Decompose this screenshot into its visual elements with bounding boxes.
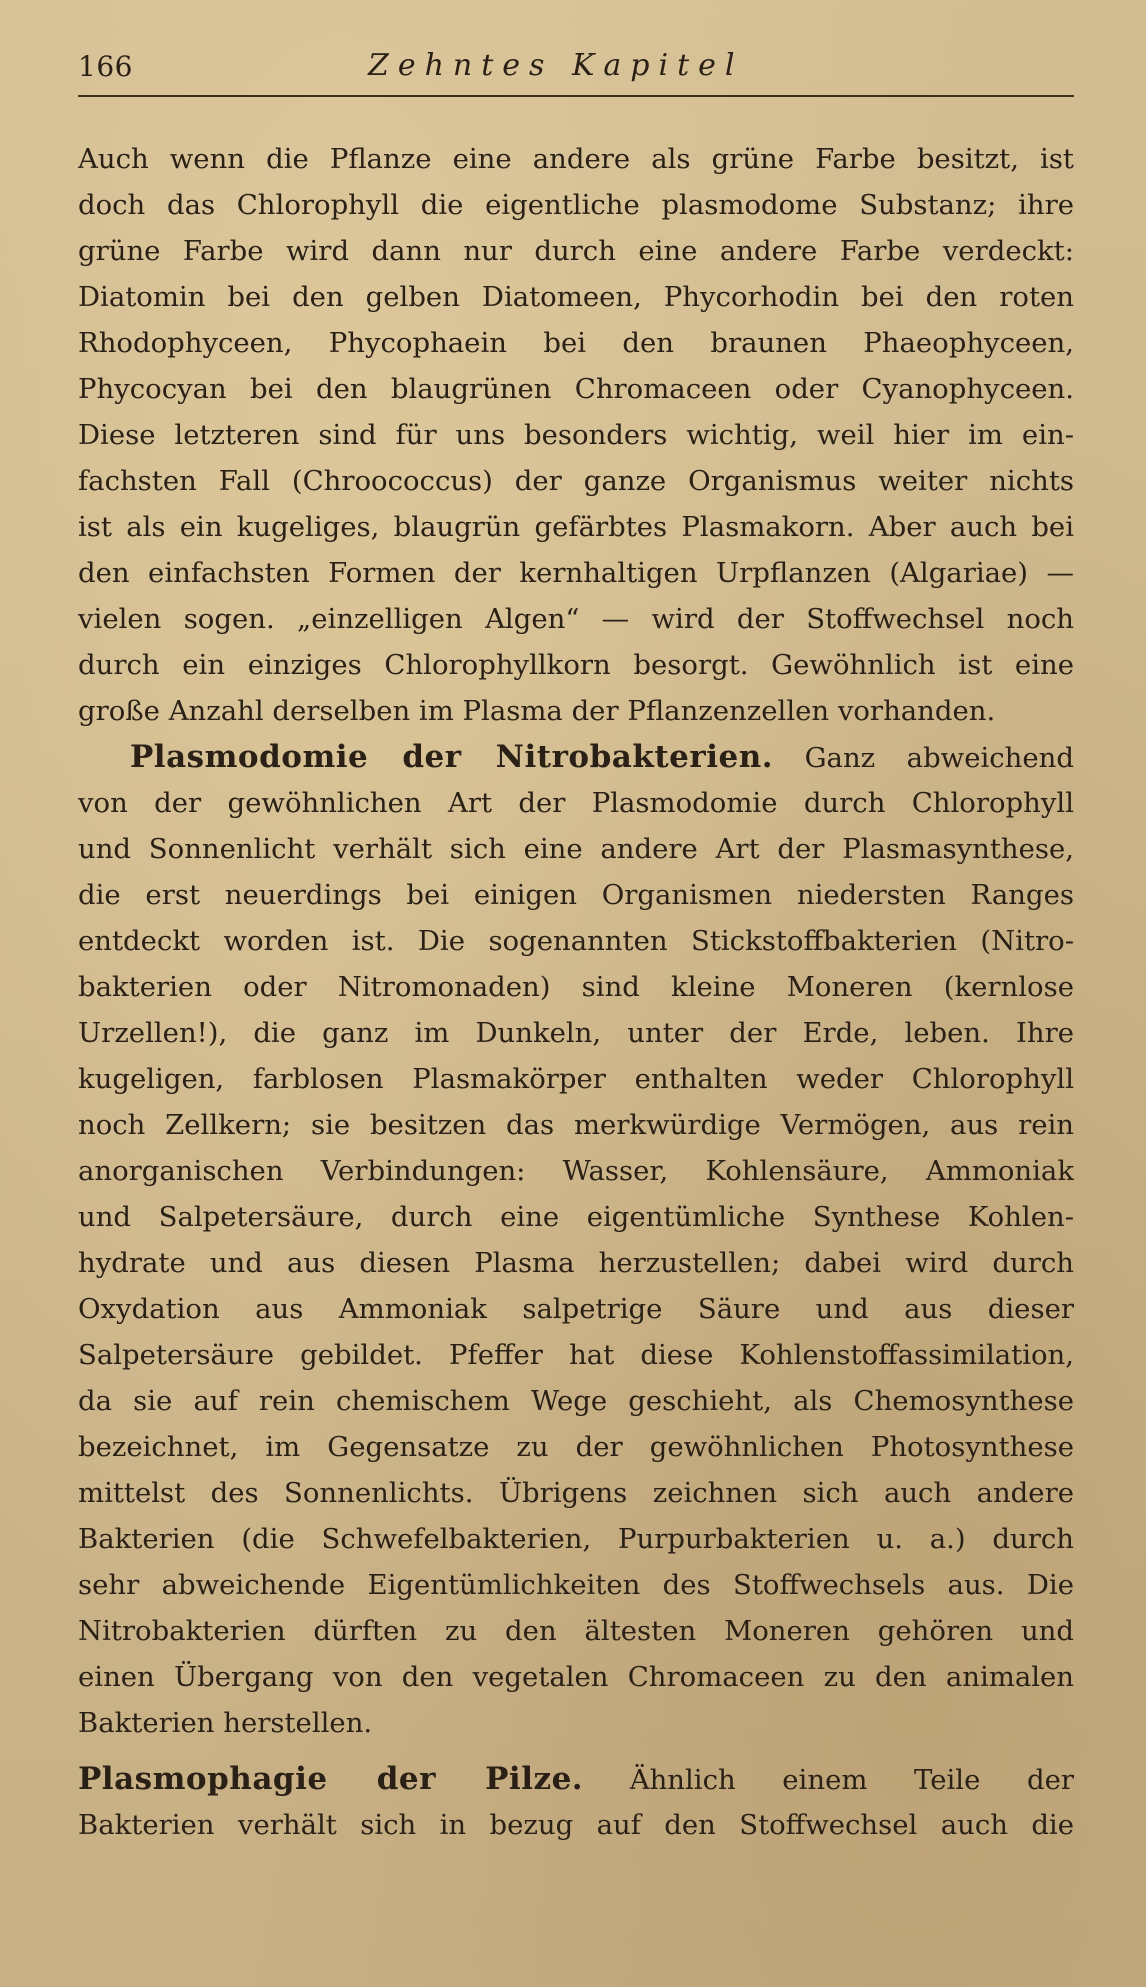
body-text xyxy=(78,136,1074,1848)
section-first-line xyxy=(78,1756,1074,1802)
text-line: Diatomin bei den gelben Diatomeen, Phycorhodin bei den roten xyxy=(78,281,1074,313)
section-gap xyxy=(78,1746,1074,1756)
heading-line-text: Ähnlich einem Teile der xyxy=(629,1764,1074,1796)
text-line: da sie auf rein chemischem Wege geschieht, als Chemosynthese xyxy=(78,1385,1074,1417)
text-line: Bakterien (die Schwefelbakterien, Purpurbakterien u. a.) durch xyxy=(78,1523,1074,1555)
text-line: Rhodophyceen, Phycophaein bei den braunen Phaeophyceen, xyxy=(78,327,1074,359)
section-pilze xyxy=(78,1756,1074,1848)
paragraph-chlorophyll xyxy=(78,136,1074,734)
text-line: Oxydation aus Ammoniak salpetrige Säure und aus dieser xyxy=(78,1293,1074,1325)
text-line: bezeichnet, im Gegensatze zu der gewöhnlichen Photosynthese xyxy=(78,1431,1074,1463)
heading-line-text: Ganz abweichend xyxy=(804,742,1074,774)
section-heading: Plasmodomie der Nitrobakterien. xyxy=(130,739,774,775)
text-line: kugeligen, farblosen Plasmakörper enthalten weder Chlorophyll xyxy=(78,1063,1074,1095)
section-heading: Plasmophagie der Pilze. xyxy=(78,1761,584,1797)
text-line: Phycocyan bei den blaugrünen Chromaceen oder Cyanophyceen. xyxy=(78,373,1074,405)
text-line: Bakterien verhält sich in bezug auf den Stoffwechsel auch die xyxy=(78,1809,1074,1841)
text-line: Bakterien herstellen. xyxy=(78,1707,373,1739)
page-number: 166 xyxy=(78,50,133,83)
page-header xyxy=(78,44,1074,94)
text-line: noch Zellkern; sie besitzen das merkwürdige Vermögen, aus rein xyxy=(78,1109,1074,1141)
text-line: Nitrobakterien dürften zu den ältesten Moneren gehören und xyxy=(78,1615,1074,1647)
text-line: vielen sogen. „einzelligen Algen“ — wird der Stoffwechsel noch xyxy=(78,603,1074,635)
text-line: entdeckt worden ist. Die sogenannten Stickstoffbakterien (Nitro- xyxy=(78,925,1074,957)
text-line: doch das Chlorophyll die eigentliche plasmodome Substanz; ihre xyxy=(78,189,1074,221)
text-line: hydrate und aus diesen Plasma herzustellen; dabei wird durch xyxy=(78,1247,1074,1279)
text-line: bakterien oder Nitromonaden) sind kleine Moneren (kernlose xyxy=(78,971,1074,1003)
text-line: Diese letzteren sind für uns besonders wichtig, weil hier im ein- xyxy=(78,419,1074,451)
text-line: Salpetersäure gebildet. Pfeffer hat diese Kohlenstoffassimilation, xyxy=(78,1339,1074,1371)
text-line: Auch wenn die Pflanze eine andere als grüne Farbe besitzt, ist xyxy=(78,143,1074,175)
text-line: die erst neuerdings bei einigen Organismen niedersten Ranges xyxy=(78,879,1074,911)
text-line: sehr abweichende Eigentümlichkeiten des Stoffwechsels aus. Die xyxy=(78,1569,1074,1601)
text-line: Urzellen!), die ganz im Dunkeln, unter der Erde, leben. Ihre xyxy=(78,1017,1074,1049)
running-title: Zehntes Kapitel xyxy=(368,48,744,83)
text-line: von der gewöhnlichen Art der Plasmodomie durch Chlorophyll xyxy=(78,787,1074,819)
text-line: einen Übergang von den vegetalen Chromaceen zu den animalen xyxy=(78,1661,1074,1693)
section-first-line xyxy=(78,734,1074,780)
text-line: den einfachsten Formen der kernhaltigen Urpflanzen (Algariae) — xyxy=(78,557,1074,589)
text-line: fachsten Fall (Chroococcus) der ganze Organismus weiter nichts xyxy=(78,465,1074,497)
text-line: grüne Farbe wird dann nur durch eine andere Farbe verdeckt: xyxy=(78,235,1074,267)
text-line: und Sonnenlicht verhält sich eine andere Art der Plasmasynthese, xyxy=(78,833,1074,865)
text-line: und Salpetersäure, durch eine eigentümliche Synthese Kohlen- xyxy=(78,1201,1074,1233)
text-line: mittelst des Sonnenlichts. Übrigens zeichnen sich auch andere xyxy=(78,1477,1074,1509)
header-rule xyxy=(78,95,1074,97)
section-nitrobakterien xyxy=(78,734,1074,1746)
text-line: große Anzahl derselben im Plasma der Pflanzenzellen vorhanden. xyxy=(78,695,996,727)
text-line: durch ein einziges Chlorophyllkorn besorgt. Gewöhnlich ist eine xyxy=(78,649,1074,681)
text-line: ist als ein kugeliges, blaugrün gefärbtes Plasmakorn. Aber auch bei xyxy=(78,511,1074,543)
text-line: anorganischen Verbindungen: Wasser, Kohlensäure, Ammoniak xyxy=(78,1155,1074,1187)
